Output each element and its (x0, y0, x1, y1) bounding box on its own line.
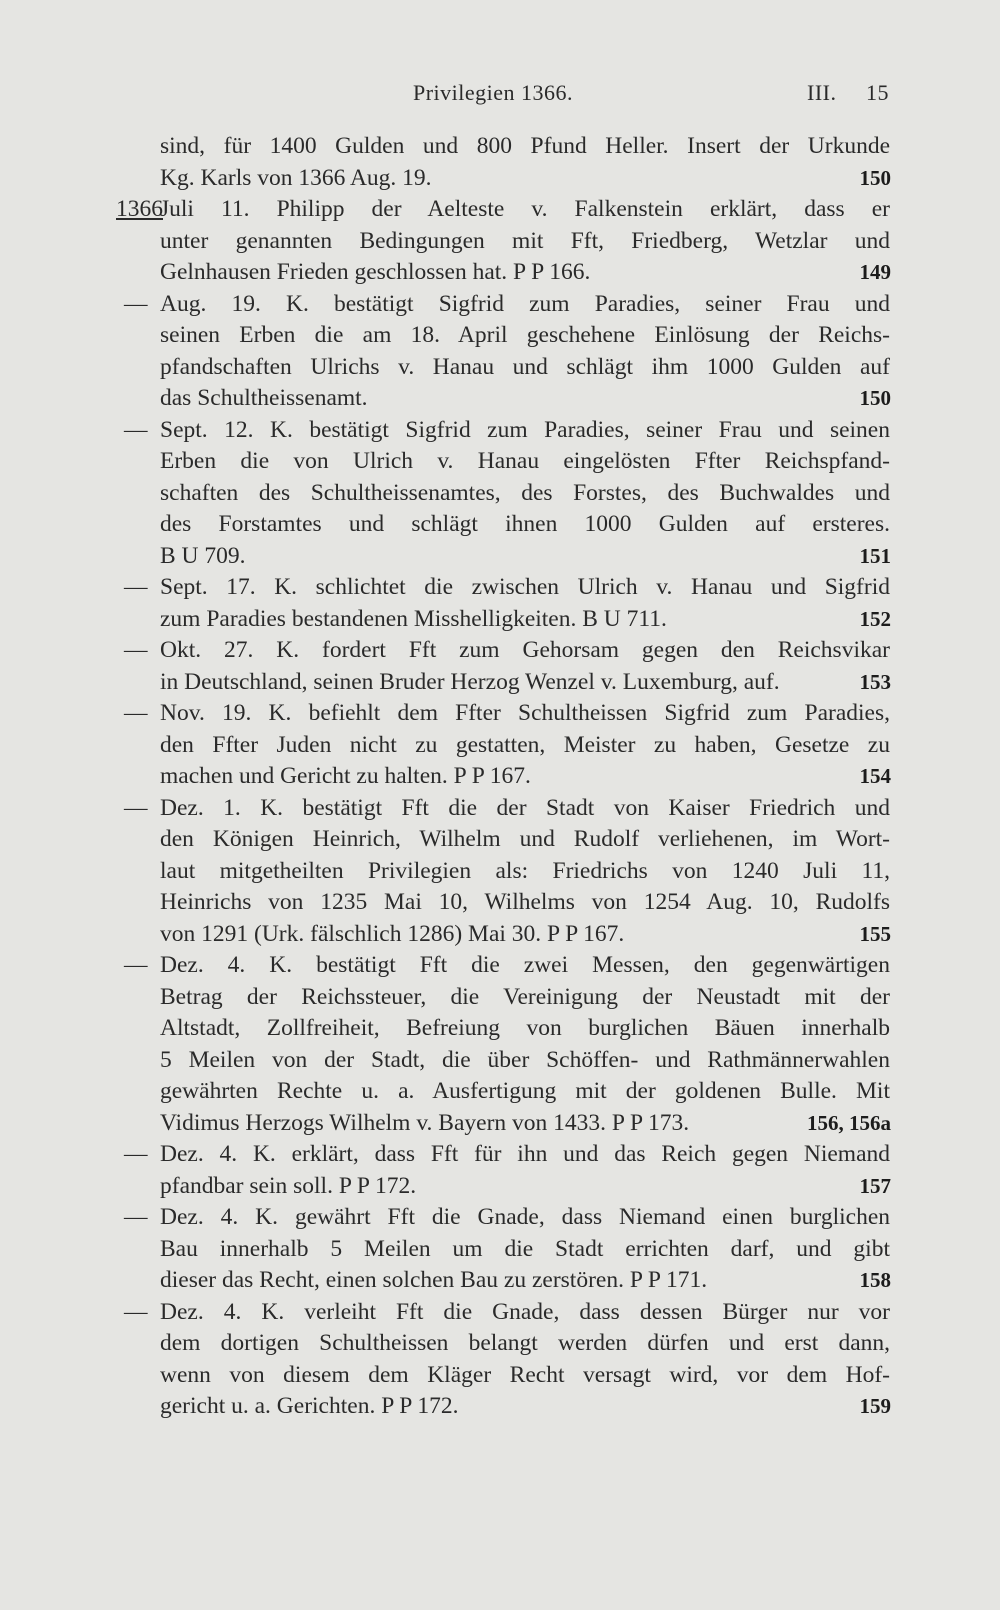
text-line (0, 856, 1000, 888)
line-text: sind, für 1400 Gulden und 800 Pfund Heller. Insert der Urkunde (160, 133, 890, 159)
text-line (0, 541, 1000, 573)
page-number: 15 (866, 80, 889, 105)
text-line (0, 572, 1000, 604)
line-text: Sept. 17. K. schlichtet die zwischen Ulrich v. Hanau und Sigfrid (160, 574, 890, 600)
line-text: Nov. 19. K. befiehlt dem Ffter Schultheissen Sigfrid zum Paradies, (160, 700, 890, 726)
entry-dash: — (124, 1204, 148, 1230)
text-line (0, 415, 1000, 447)
text-line (0, 730, 1000, 762)
text-line (0, 761, 1000, 793)
line-text: unter genannten Bedingungen mit Fft, Friedberg, Wetzlar und (160, 227, 890, 254)
text-line (0, 194, 1000, 226)
line-text: Betrag der Reichssteuer, die Vereinigung der Neustadt mit der (160, 983, 890, 1010)
text-line (0, 667, 1000, 699)
text-line (0, 824, 1000, 856)
line-text: das Schultheissenamt. (160, 385, 368, 411)
entry-number: 157 (859, 1173, 891, 1198)
entry-number: 158 (859, 1268, 891, 1292)
entry-dash: — (124, 637, 148, 663)
line-text: Aug. 19. K. bestätigt Sigfrid zum Paradies, seiner Frau und (160, 290, 890, 317)
text-line (0, 1360, 1000, 1392)
line-text: pfandbar sein soll. P P 172. (160, 1172, 417, 1199)
entry-number: 155 (859, 921, 891, 946)
line-text: machen und Gericht zu halten. P P 167. (160, 763, 531, 789)
line-text: Vidimus Herzogs Wilhelm v. Bayern von 1433. P P 173. (160, 1109, 690, 1136)
text-line (0, 320, 1000, 352)
line-text: laut mitgetheilten Privilegien als: Friedrichs von 1240 Juli 11, (160, 857, 890, 884)
entry-number: 156, 156a (807, 1110, 891, 1135)
line-text: des Forstamtes und schlägt ihnen 1000 Gulden auf ersteres. (160, 511, 890, 537)
text-line (0, 446, 1000, 478)
entry-dash: — (124, 574, 148, 600)
text-line (0, 1297, 1000, 1329)
line-text: Dez. 4. K. bestätigt Fft die zwei Messen, den gegenwärtigen (160, 952, 890, 978)
line-text: Dez. 4. K. gewährt Fft die Gnade, dass Niemand einen burglichen (160, 1204, 890, 1230)
text-line (0, 1139, 1000, 1171)
entry-dash: — (124, 416, 148, 443)
line-text: dem dortigen Schultheissen belangt werden dürfen und erst dann, (160, 1330, 890, 1356)
text-line (0, 1265, 1000, 1297)
entry-dash: — (124, 794, 148, 821)
text-line (0, 226, 1000, 258)
entry-dash: — (124, 1141, 148, 1167)
text-line (0, 1328, 1000, 1360)
running-header (0, 80, 1000, 116)
line-text: schaften des Schultheissenamtes, des Forstes, des Buchwaldes und (160, 479, 890, 506)
line-text: Gelnhausen Frieden geschlossen hat. P P 166. (160, 259, 591, 285)
entry-number: 151 (859, 543, 891, 568)
text-line (0, 1076, 1000, 1108)
text-line (0, 919, 1000, 951)
entry-dash: — (124, 1298, 148, 1325)
line-text: den Ffter Juden nicht zu gestatten, Meister zu haben, Gesetze zu (160, 731, 890, 758)
line-text: Dez. 4. K. verleiht Fft die Gnade, dass dessen Bürger nur vor (160, 1298, 890, 1325)
entry-dash: — (124, 290, 148, 317)
line-text: Heinrichs von 1235 Mai 10, Wilhelms von 1254 Aug. 10, Rudolfs (160, 889, 890, 915)
line-text: 5 Meilen von der Stadt, die über Schöffen- und Rathmännerwahlen (160, 1046, 890, 1073)
line-text: Dez. 1. K. bestätigt Fft die der Stadt von Kaiser Friedrich und (160, 794, 890, 821)
text-line (0, 635, 1000, 667)
entry-number: 153 (859, 669, 891, 694)
text-line (0, 982, 1000, 1014)
line-text: wenn von diesem dem Kläger Recht versagt wird, vor dem Hof- (160, 1361, 890, 1388)
text-line (0, 1391, 1000, 1423)
text-body (0, 131, 1000, 1423)
line-text: Juli 11. Philipp der Aelteste v. Falkenstein erklärt, dass er (160, 196, 890, 222)
line-text: gewährten Rechte u. a. Ausfertigung mit der goldenen Bulle. Mit (160, 1078, 890, 1104)
text-line (0, 604, 1000, 636)
text-line (0, 163, 1000, 195)
line-text: Erben die von Ulrich v. Hanau eingelösten Ffter Reichspfand- (160, 448, 890, 474)
entry-dash: — (124, 700, 148, 726)
entry-dash: — (124, 952, 148, 978)
line-text: B U 709. (160, 542, 246, 569)
text-line (0, 352, 1000, 384)
line-text: Bau innerhalb 5 Meilen um die Stadt errichten darf, und gibt (160, 1235, 890, 1262)
entry-number: 152 (859, 606, 891, 631)
text-line (0, 1234, 1000, 1266)
text-line (0, 1202, 1000, 1234)
line-text: von 1291 (Urk. fälschlich 1286) Mai 30. P P 167. (160, 920, 625, 947)
line-text: den Königen Heinrich, Wilhelm und Rudolf verliehenen, im Wort- (160, 826, 890, 852)
line-text: zum Paradies bestandenen Misshelligkeiten. B U 711. (160, 605, 667, 632)
line-text: gericht u. a. Gerichten. P P 172. (160, 1393, 459, 1419)
line-text: Kg. Karls von 1366 Aug. 19. (160, 164, 432, 191)
text-line (0, 131, 1000, 163)
entry-number: 149 (859, 260, 891, 284)
text-line (0, 289, 1000, 321)
line-text: in Deutschland, seinen Bruder Herzog Wenzel v. Luxemburg, auf. (160, 668, 780, 695)
line-text: Sept. 12. K. bestätigt Sigfrid zum Paradies, seiner Frau und seinen (160, 416, 890, 443)
entry-number: 154 (859, 764, 891, 788)
line-text: Altstadt, Zollfreiheit, Befreiung von burglichen Bäuen innerhalb (160, 1015, 890, 1041)
line-text: pfandschaften Ulrichs v. Hanau und schlägt ihm 1000 Gulden auf (160, 353, 890, 380)
line-text: Okt. 27. K. fordert Fft zum Gehorsam gegen den Reichsvikar (160, 637, 890, 663)
text-line (0, 509, 1000, 541)
entry-year: 1366 (116, 196, 163, 222)
chapter-number: III. (807, 80, 837, 105)
text-line (0, 698, 1000, 730)
entry-number: 150 (859, 386, 891, 410)
text-line (0, 950, 1000, 982)
text-line (0, 257, 1000, 289)
text-line (0, 887, 1000, 919)
text-line (0, 793, 1000, 825)
text-line (0, 1108, 1000, 1140)
line-text: Dez. 4. K. erklärt, dass Fft für ihn und das Reich gegen Niemand (160, 1141, 890, 1167)
line-text: dieser das Recht, einen solchen Bau zu zerstören. P P 171. (160, 1267, 708, 1293)
text-line (0, 1171, 1000, 1203)
entry-number: 150 (859, 165, 891, 190)
text-line (0, 383, 1000, 415)
line-text: seinen Erben die am 18. April geschehene Einlösung der Reichs- (160, 322, 890, 348)
text-line (0, 1045, 1000, 1077)
header-title: Privilegien 1366. (413, 80, 574, 105)
entry-number: 159 (859, 1394, 891, 1418)
text-line (0, 478, 1000, 510)
text-line (0, 1013, 1000, 1045)
